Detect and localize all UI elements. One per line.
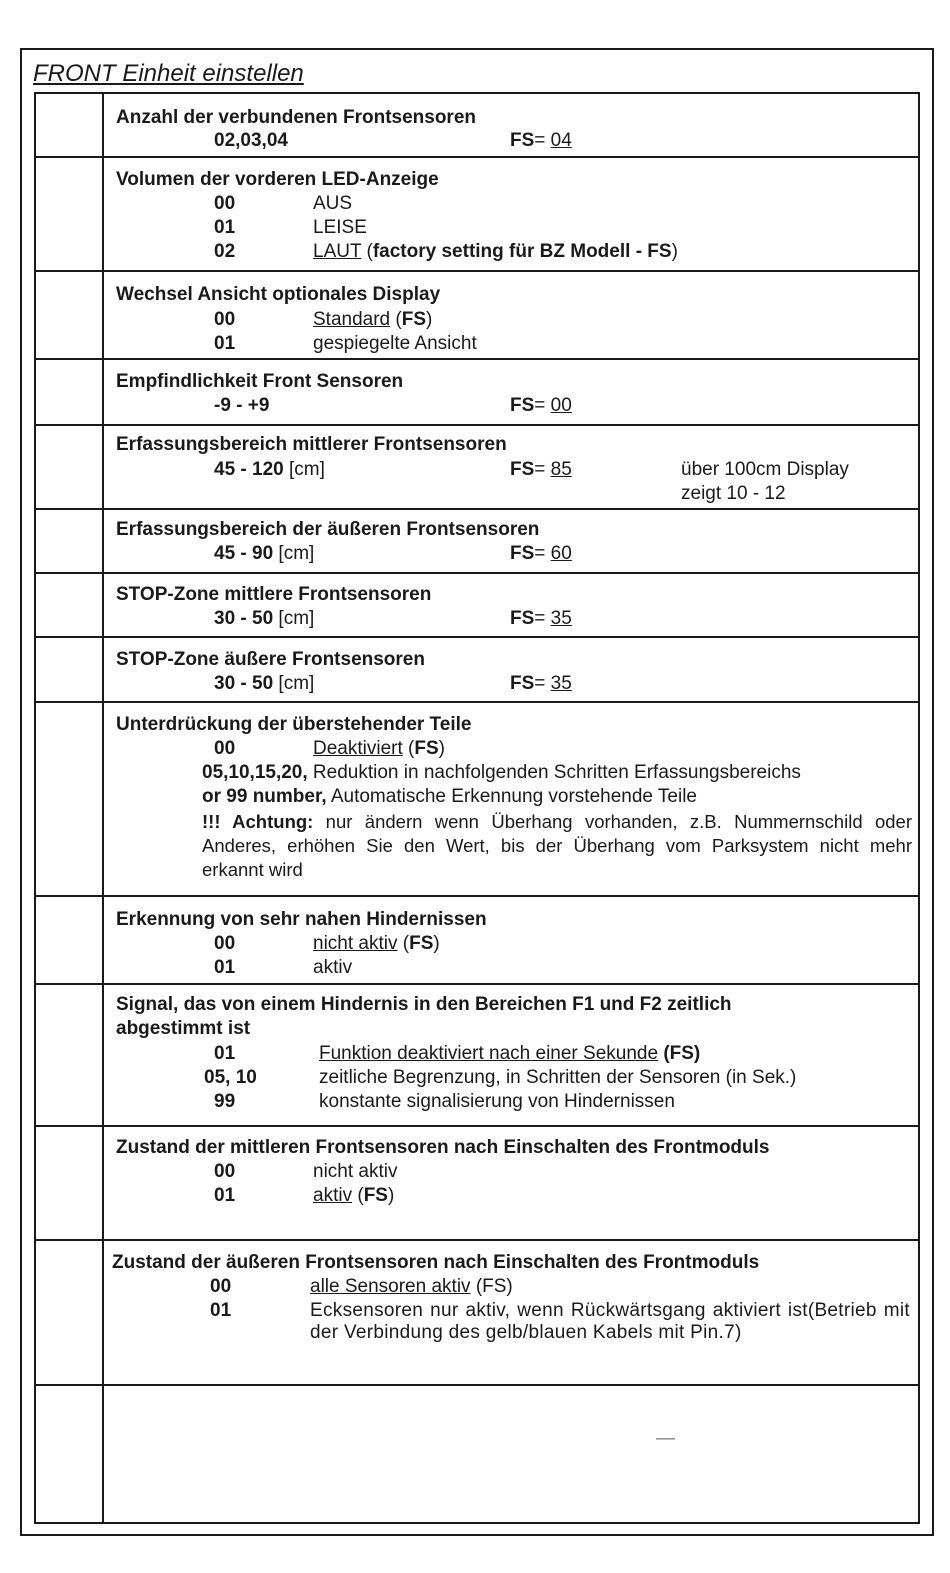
option-text: aktiv [313, 957, 353, 978]
option-text: gespiegelte Ansicht [313, 333, 477, 354]
setting-heading: Unterdrückung der überstehender Teile [116, 714, 472, 735]
option-text: alle Sensoren aktiv (FS) [310, 1276, 513, 1297]
note-text: zeigt 10 - 12 [681, 483, 786, 504]
setting-heading: Erfassungsbereich der äußeren Frontsensoren [116, 519, 540, 540]
option-code: 01 [214, 1185, 236, 1206]
setting-row-range-middle [34, 426, 920, 510]
option-text: LAUT (factory setting für BZ Modell - FS) [313, 241, 678, 262]
page-title: FRONT Einheit einstellen [33, 60, 304, 87]
setting-heading-cont: abgestimmt ist [116, 1018, 251, 1039]
value-range: 45 - 120 [cm] [214, 459, 325, 480]
option-code: 01 [210, 1300, 232, 1321]
setting-heading: STOP-Zone äußere Frontsensoren [116, 649, 425, 670]
note-text: über 100cm Display [681, 459, 849, 480]
setting-row-outer-state [34, 1241, 920, 1386]
value-range: 02,03,04 [214, 130, 288, 151]
setting-heading: Volumen der vorderen LED-Anzeige [116, 169, 439, 190]
option-text: zeitliche Begrenzung, in Schritten der Sensoren (in Sek.) [319, 1067, 797, 1088]
setting-row-display-view [34, 272, 920, 360]
setting-row-overhang-suppression [34, 703, 920, 897]
option-code: 99 [214, 1091, 236, 1112]
option-line: or 99 number, Automatische Erkennung vorstehende Teile [202, 786, 697, 807]
factory-setting: FS= 85 [510, 459, 572, 480]
option-text: Ecksensoren nur aktiv, wenn Rückwärtsgang aktiviert ist(Betrieb mit der Verbindung des gelb/blauen Kabels mit Pin.7) [310, 1300, 910, 1343]
setting-row-stop-outer [34, 638, 920, 703]
setting-row-close-obstacle [34, 897, 920, 985]
option-text: aktiv (FS) [313, 1185, 395, 1206]
setting-heading: Wechsel Ansicht optionales Display [116, 284, 441, 305]
option-text: AUS [313, 193, 353, 214]
factory-setting: FS= 60 [510, 543, 572, 564]
setting-row-range-outer [34, 510, 920, 574]
setting-row-sensitivity [34, 360, 920, 426]
setting-heading: Empfindlichkeit Front Sensoren [116, 371, 404, 392]
factory-setting: FS= 00 [510, 395, 572, 416]
option-code: 00 [214, 933, 236, 954]
option-text: Funktion deaktiviert nach einer Sekunde (FS) [319, 1043, 701, 1064]
option-code: 02 [214, 241, 236, 262]
setting-heading: STOP-Zone mittlere Frontsensoren [116, 584, 432, 605]
option-line: 05,10,15,20, Reduktion in nachfolgenden Schritten Erfassungsbereichs [202, 762, 801, 783]
option-text: konstante signalisierung von Hindernissen [319, 1091, 675, 1112]
setting-heading: Anzahl der verbundenen Frontsensoren [116, 107, 476, 128]
option-code: 00 [214, 309, 236, 330]
option-text: nicht aktiv [313, 1161, 398, 1182]
option-text: LEISE [313, 217, 367, 238]
option-text: Standard (FS) [313, 309, 433, 330]
option-code: 05, 10 [204, 1067, 257, 1088]
value-range: -9 - +9 [214, 395, 270, 416]
setting-heading: Signal, das von einem Hindernis in den Bereichen F1 und F2 zeitlich [116, 994, 732, 1015]
setting-row-middle-state [34, 1127, 920, 1241]
setting-row-led-volume [34, 158, 920, 272]
setting-heading: Erfassungsbereich mittlerer Frontsensoren [116, 434, 507, 455]
setting-row-obstacle-signal [34, 985, 920, 1127]
option-code: 00 [214, 193, 236, 214]
factory-setting: FS= 35 [510, 608, 572, 629]
option-code: 00 [210, 1276, 232, 1297]
value-range: 30 - 50 [cm] [214, 608, 315, 629]
option-code: 01 [214, 1043, 236, 1064]
setting-heading: Zustand der äußeren Frontsensoren nach Einschalten des Frontmoduls [112, 1252, 760, 1273]
setting-row-stop-middle [34, 574, 920, 638]
option-code: 01 [214, 957, 236, 978]
setting-heading: Erkennung von sehr nahen Hindernissen [116, 909, 487, 930]
option-text: nicht aktiv (FS) [313, 933, 440, 954]
value-range: 45 - 90 [cm] [214, 543, 315, 564]
setting-row-empty [34, 1386, 920, 1524]
option-code: 01 [214, 217, 236, 238]
setting-row-frontsensor-count [34, 92, 920, 158]
value-range: 30 - 50 [cm] [214, 673, 315, 694]
option-code: 00 [214, 1161, 236, 1182]
warning-text: !!! Achtung: nur ändern wenn Überhang vorhanden, z.B. Nummernschild oder Anderes, erhöhen Sie den Wert, bis der Überhang vom Parksystem nicht mehr erkannt wird [202, 811, 912, 880]
dash-mark: — [656, 1428, 675, 1449]
option-code: 00 [214, 738, 236, 759]
factory-setting: FS= 04 [510, 130, 572, 151]
option-text: Deaktiviert (FS) [313, 738, 445, 759]
setting-heading: Zustand der mittleren Frontsensoren nach Einschalten des Frontmoduls [116, 1137, 770, 1158]
option-code: 01 [214, 333, 236, 354]
factory-setting: FS= 35 [510, 673, 572, 694]
